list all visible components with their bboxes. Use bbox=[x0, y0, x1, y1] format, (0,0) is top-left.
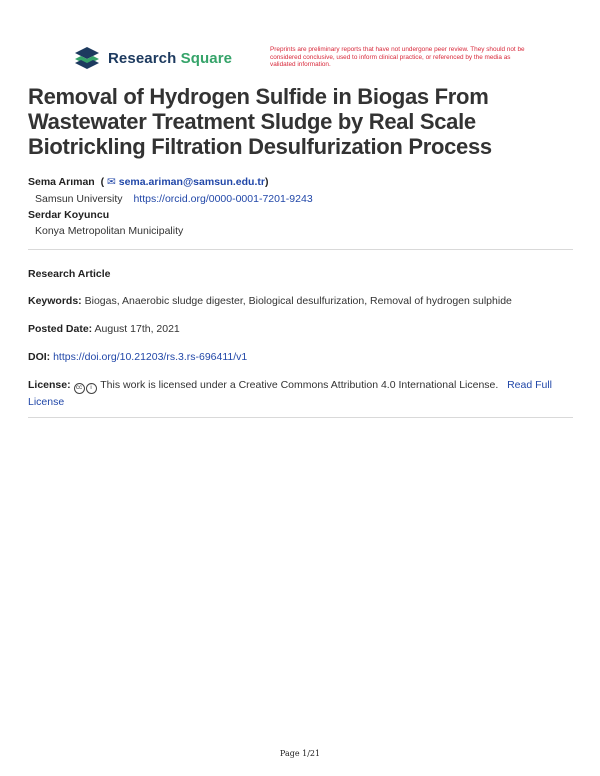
author-affiliation: Konya Metropolitan Municipality bbox=[35, 225, 184, 237]
email-icon: ✉ bbox=[107, 176, 116, 188]
orcid-link[interactable]: https://orcid.org/0000-0001-7201-9243 bbox=[133, 193, 313, 205]
license-text: This work is licensed under a Creative Commons Attribution 4.0 International License. bbox=[100, 379, 499, 391]
creative-commons-icon: cc bbox=[74, 383, 85, 394]
author-1-affiliation-line bbox=[28, 191, 573, 207]
research-square-logo[interactable] bbox=[73, 47, 232, 69]
author-2-line bbox=[28, 207, 573, 223]
doi-link[interactable]: https://doi.org/10.21203/rs.3.rs-696411/v1 bbox=[53, 351, 248, 363]
research-square-logo-icon bbox=[73, 47, 101, 69]
preprint-disclaimer: Preprints are preliminary reports that have not undergone peer review. They should not be considered conclusive, used to inform clinical practice, or referenced by the media as validated information. bbox=[270, 46, 525, 69]
author-name: Serdar Koyuncu bbox=[28, 209, 110, 221]
posted-date-value: August 17th, 2021 bbox=[94, 323, 180, 335]
page-number: Page 1/21 bbox=[279, 749, 321, 758]
author-2-affiliation-line bbox=[28, 223, 573, 239]
doi-label: DOI: bbox=[28, 351, 51, 363]
logo-wordmark: Research Square bbox=[108, 49, 233, 67]
posted-date-label: Posted Date: bbox=[28, 323, 93, 335]
license-label: License: bbox=[28, 379, 71, 391]
keywords-value: Biogas, Anaerobic sludge digester, Biological desulfurization, Removal of hydrogen sulphide bbox=[84, 295, 512, 307]
keywords-label: Keywords: bbox=[28, 295, 82, 307]
read-full-license-link[interactable]: Read Full License bbox=[28, 379, 553, 408]
author-list bbox=[28, 173, 573, 239]
doi-row bbox=[28, 349, 573, 365]
author-email-link[interactable]: sema.ariman@samsun.edu.tr bbox=[118, 176, 265, 188]
attribution-icon: i bbox=[86, 383, 97, 394]
author-affiliation: Samsun University bbox=[35, 193, 123, 205]
author-name: Sema Arıman bbox=[28, 176, 95, 188]
divider bbox=[28, 417, 573, 418]
keywords-row bbox=[28, 293, 573, 309]
paper-title: Removal of Hydrogen Sulfide in Biogas From Wastewater Treatment Sludge by Real Scale Biotrickling Filtration Desulfurization Process bbox=[28, 84, 492, 159]
posted-date-row bbox=[28, 321, 573, 337]
divider bbox=[28, 249, 573, 250]
article-type: Research Article bbox=[28, 268, 111, 280]
license-row bbox=[28, 377, 573, 410]
author-1-line: Sema Arıman ( ✉ sema.ariman@samsun.edu.tr) bbox=[28, 176, 269, 188]
